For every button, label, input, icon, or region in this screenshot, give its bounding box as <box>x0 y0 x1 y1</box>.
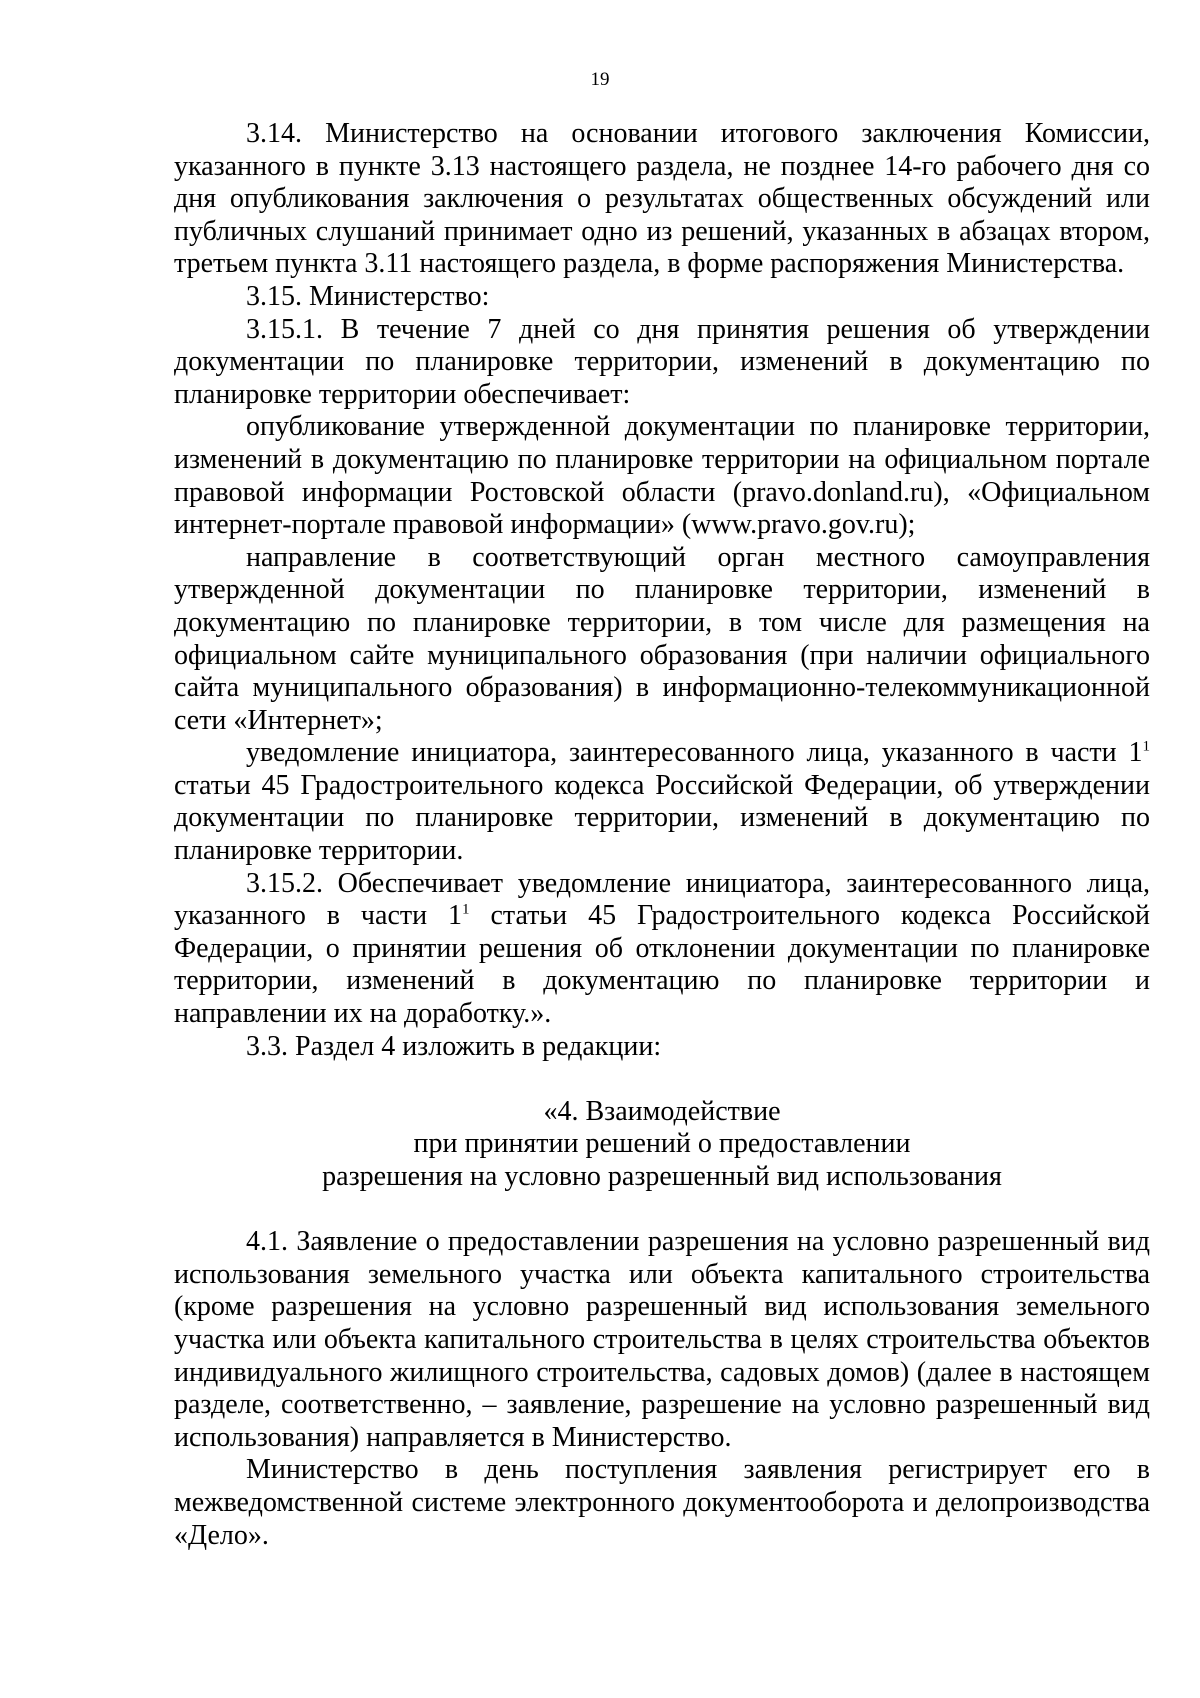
document-body <box>174 118 1150 1552</box>
superscript: 1 <box>1142 738 1150 755</box>
paragraph: опубликование утвержденной документации по планировке территории, изменений в документацию по планировке территории на официальном портале правовой информации Ростовской области (pravo.donland.ru), «Официальном интернет-портале правовой информации» (www.pravo.gov.ru); <box>174 411 1150 541</box>
paragraph-text: статьи 45 Градостроительного кодекса Российской Федерации, об утверждении документации по планировке территории, изменений в документацию по планировке территории. <box>174 769 1150 867</box>
paragraph <box>174 868 1150 1031</box>
paragraph-text: уведомление инициатора, заинтересованного лица, указанного в части 1 <box>246 737 1143 769</box>
blank-line <box>174 1194 1150 1227</box>
page-number: 19 <box>590 69 610 90</box>
paragraph: Министерство в день поступления заявления регистрирует его в межведомственной системе электронного документооборота и делопроизводства «Дело». <box>174 1454 1150 1551</box>
section-heading-line: при принятии решений о предоставлении <box>413 1128 911 1160</box>
superscript: 1 <box>462 901 470 918</box>
paragraph: 3.15.1. В течение 7 дней со дня принятия решения об утверждении документации по планировке территории, изменений в документацию по планировке территории обеспечивает: <box>174 313 1150 410</box>
paragraph: направление в соответствующий орган местного самоуправления утвержденной документации по планировке территории, изменений в документацию по планировке территории, в том числе для размещения на официальном сайте муниципального образования (при наличии официального сайта муниципального образования) в информационно-телекоммуникационной сети «Интернет»; <box>174 541 1150 736</box>
paragraph: 3.3. Раздел 4 изложить в редакции: <box>246 1030 662 1062</box>
section-heading-line: разрешения на условно разрешенный вид использования <box>322 1161 1002 1192</box>
section-heading-line: «4. Взаимодействие <box>543 1095 781 1127</box>
paragraph-text: статьи 45 Градостроительного кодекса Российской Федерации, о принятии решения об отклонении документации по планировке территории, изменений в документацию по планировке территории и направлении их на доработку.». <box>174 900 1150 1030</box>
paragraph-text: 3.15.2. Обеспечивает уведомление инициатора, заинтересованного лица, указанного в части 1 <box>174 867 1150 932</box>
blank-line <box>174 1063 1150 1096</box>
paragraph: 4.1. Заявление о предоставлении разрешения на условно разрешенный вид использования земельного участка или объекта капитального строительства (кроме разрешения на условно разрешенный вид использования земельного участка или объекта капитального строительства в целях строительства объектов индивидуального жилищного строительства, садовых домов) (далее в настоящем разделе, соответственно, – заявление, разрешение на условно разрешенный вид использования) направляется в Министерство. <box>174 1226 1150 1453</box>
paragraph: 3.15. Министерство: <box>246 280 490 312</box>
paragraph: 3.14. Министерство на основании итогового заключения Комиссии, указанного в пункте 3.13 настоящего раздела, не позднее 14-го рабочего дня со дня опубликования заключения о результатах общественных обсуждений или публичных слушаний принимает одно из решений, указанных в абзацах втором, третьем пункта 3.11 настоящего раздела, в форме распоряжения Министерства. <box>174 118 1150 280</box>
paragraph <box>174 737 1150 867</box>
